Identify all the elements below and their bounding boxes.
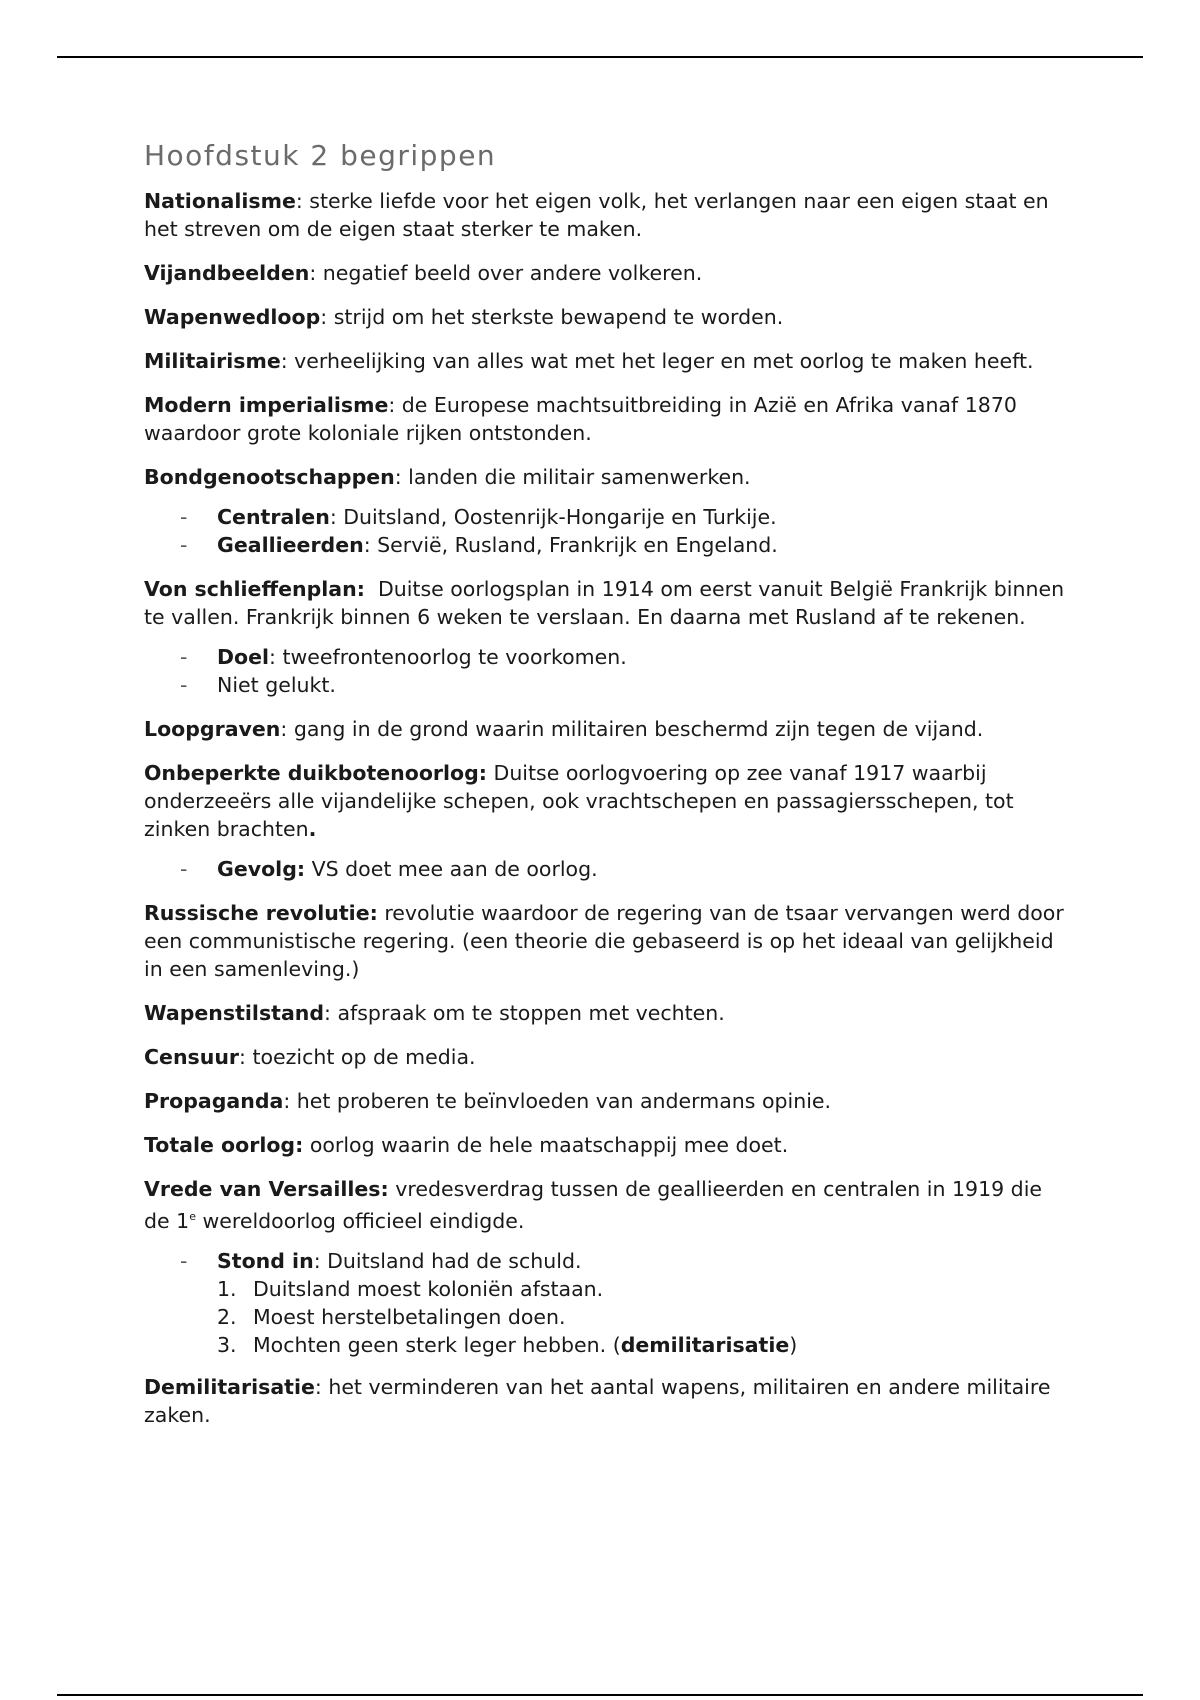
duikbotenoorlog-list (144, 855, 1074, 883)
term-duikbotenoorlog: Onbeperkte duikbotenoorlog: Duitse oorlogvoering op zee vanaf 1917 waarbij onderzeeërs alle vijandelijke schepen, ook vrachtschepen en passagiersschepen, tot zinken brachten. (144, 761, 1014, 841)
term-russische-revolutie: Russische revolutie: revolutie waardoor de regering van de tsaar vervangen werd door een communistische regering. (een theorie die gebaseerd is op het ideaal van gelijkheid in een samenleving.) (144, 901, 1064, 981)
page-title: Hoofdstuk 2 begrippen (144, 139, 497, 172)
list-item: - Niet gelukt. (180, 673, 336, 697)
term-totale-oorlog: Totale oorlog: oorlog waarin de hele maatschappij mee doet. (144, 1133, 789, 1157)
numbered-item: 2. Moest herstelbetalingen doen. (217, 1304, 566, 1329)
document-body (144, 138, 1074, 1445)
term-censuur: Censuur: toezicht op de media. (144, 1045, 476, 1069)
list-item: - Centralen: Duitsland, Oostenrijk-Hongarije en Turkije. (180, 505, 777, 529)
footer-rule (57, 1694, 1143, 1696)
numbered-item: 1. Duitsland moest koloniën afstaan. (217, 1276, 604, 1301)
term-schlieffenplan: Von schlieffenplan: Duitse oorlogsplan in 1914 om eerst vanuit België Frankrijk binnen te vallen. Frankrijk binnen 6 weken te verslaan. En daarna met Rusland af te rekenen. (144, 577, 1071, 629)
schlieffenplan-list (144, 643, 1074, 699)
term-demilitarisatie: Demilitarisatie: het verminderen van het aantal wapens, militairen en andere militaire zaken. (144, 1374, 1051, 1427)
list-item: - Gevolg: VS doet mee aan de oorlog. (180, 857, 598, 881)
term-wapenwedloop: Wapenwedloop: strijd om het sterkste bewapend te worden. (144, 305, 784, 329)
term-vijandbeelden: Vijandbeelden: negatief beeld over andere volkeren. (144, 261, 703, 285)
list-item: - Doel: tweefrontenoorlog te voorkomen. (180, 645, 627, 669)
term-loopgraven: Loopgraven: gang in de grond waarin militairen beschermd zijn tegen de vijand. (144, 717, 984, 741)
term-nationalisme: Nationalisme: sterke liefde voor het eigen volk, het verlangen naar een eigen staat en het streven om de eigen staat sterker te maken. (144, 189, 1049, 241)
term-vrede-van-versailles: Vrede van Versailles: vredesverdrag tussen de geallieerden en centralen in 1919 die de 1e wereldoorlog officieel eindigde. (144, 1177, 1043, 1233)
term-bondgenootschappen: Bondgenootschappen: landen die militair samenwerken. (144, 465, 751, 489)
list-item: - Stond in: Duitsland had de schuld. (180, 1248, 582, 1273)
header-rule (57, 56, 1143, 58)
term-imperialisme: Modern imperialisme: de Europese machtsuitbreiding in Azië en Afrika vanaf 1870 waardoor grote koloniale rijken ontstonden. (144, 393, 1017, 445)
versailles-numbered-list (144, 1275, 1074, 1359)
numbered-item: 3. Mochten geen sterk leger hebben. (demilitarisatie) (217, 1332, 798, 1357)
bondgenootschappen-list (144, 503, 1074, 559)
term-militairisme: Militairisme: verheelijking van alles wat met het leger en met oorlog te maken heeft. (144, 349, 1034, 373)
term-wapenstilstand: Wapenstilstand: afspraak om te stoppen met vechten. (144, 1001, 725, 1025)
list-item: - Geallieerden: Servië, Rusland, Frankrijk en Engeland. (180, 533, 778, 557)
term-propaganda: Propaganda: het proberen te beïnvloeden van andermans opinie. (144, 1089, 832, 1113)
versailles-list (144, 1247, 1074, 1275)
